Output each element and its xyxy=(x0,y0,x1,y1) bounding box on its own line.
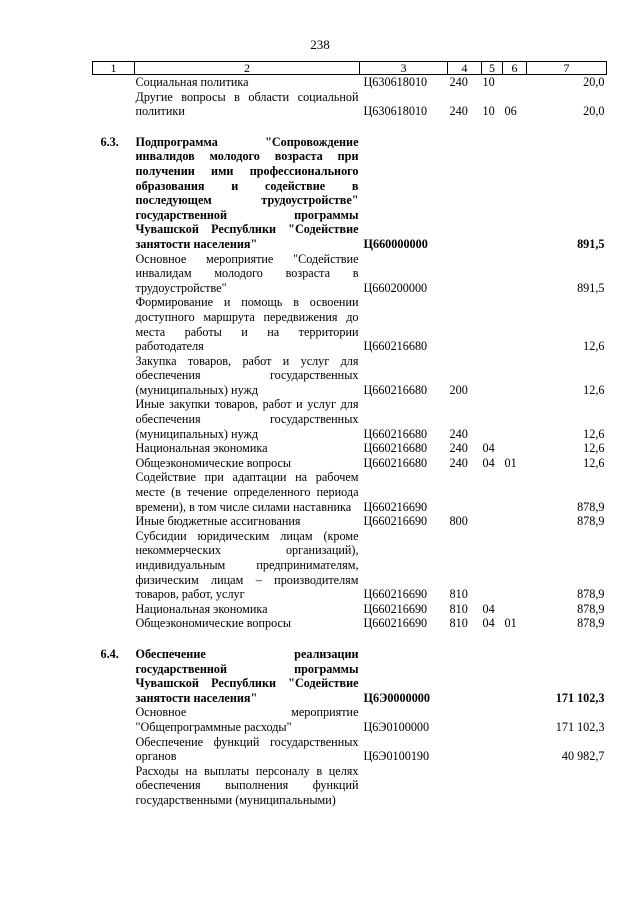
row-amount: 20,0 xyxy=(583,104,605,119)
column-header-expense-type: 4 xyxy=(448,62,482,75)
row-spacer xyxy=(93,119,607,135)
row-expense-type xyxy=(448,735,482,764)
row-expense-type xyxy=(448,470,482,514)
row-subsection xyxy=(503,705,527,734)
row-amount: 20,0 xyxy=(583,75,605,89)
row-name: Социальная политика xyxy=(135,75,249,89)
column-header-number: 1 xyxy=(93,62,135,75)
row-section xyxy=(482,252,503,296)
row-number xyxy=(93,75,135,90)
table-row xyxy=(93,456,607,471)
row-name: Формирование и помощь в освоении доступного маршрута передвижения до места работы и на территории работодателя xyxy=(135,295,359,354)
row-number xyxy=(93,470,135,514)
column-header-name: 2 xyxy=(135,62,360,75)
row-number xyxy=(93,616,135,631)
row-number: 6.4. xyxy=(100,646,119,661)
row-subsection xyxy=(503,514,527,529)
row-section xyxy=(482,735,503,764)
row-subsection xyxy=(503,354,527,398)
row-target-code: Ц630618010 xyxy=(363,104,428,119)
row-amount: 878,9 xyxy=(577,499,605,514)
table-row xyxy=(93,295,607,353)
table-row xyxy=(93,75,607,90)
row-section xyxy=(482,705,503,734)
row-number xyxy=(93,529,135,602)
row-target-code: Ц6Э0000000 xyxy=(363,690,430,705)
row-name: Общеэкономические вопросы xyxy=(135,616,292,631)
table-row xyxy=(93,354,607,398)
row-name: Основное мероприятие "Содействие инвалидам молодого возраста в трудоустройстве" xyxy=(135,251,359,295)
row-spacer xyxy=(93,631,607,647)
row-expense-type: 240 xyxy=(449,455,468,470)
page-number: 238 xyxy=(310,37,330,52)
row-subsection: 01 xyxy=(504,616,517,631)
row-expense-type xyxy=(448,135,482,252)
row-number xyxy=(93,252,135,296)
row-section xyxy=(482,514,503,529)
row-subsection xyxy=(503,735,527,764)
table-row xyxy=(93,705,607,734)
row-section xyxy=(482,470,503,514)
row-target-code: Ц660216690 xyxy=(363,601,428,616)
column-header-amount: 7 xyxy=(527,62,607,75)
row-section xyxy=(482,354,503,398)
row-amount: 12,6 xyxy=(583,455,605,470)
row-target-code: Ц660216680 xyxy=(363,426,428,441)
row-target-code: Ц660216680 xyxy=(363,455,428,470)
column-header-subsection: 6 xyxy=(503,62,527,75)
table-header xyxy=(93,62,607,75)
row-section xyxy=(482,764,503,808)
row-amount: 12,6 xyxy=(583,382,605,397)
row-number xyxy=(93,90,135,119)
table-row xyxy=(93,647,607,705)
row-target-code: Ц6Э0100000 xyxy=(363,719,430,734)
row-number xyxy=(93,735,135,764)
row-amount: 12,6 xyxy=(583,426,605,441)
row-target-code: Ц660200000 xyxy=(363,280,428,295)
row-subsection xyxy=(503,441,527,456)
row-amount: 171 102,3 xyxy=(555,690,605,705)
row-expense-type: 810 xyxy=(449,587,468,602)
row-amount: 891,5 xyxy=(577,280,605,295)
table-row xyxy=(93,514,607,529)
row-expense-type xyxy=(448,295,482,353)
row-expense-type: 200 xyxy=(449,382,468,397)
row-subsection xyxy=(503,470,527,514)
row-section: 04 xyxy=(482,455,495,470)
row-amount: 171 102,3 xyxy=(555,719,605,734)
row-subsection xyxy=(503,295,527,353)
row-target-code: Ц630618010 xyxy=(363,75,428,89)
row-number xyxy=(93,441,135,456)
column-header-section: 5 xyxy=(482,62,503,75)
row-amount: 878,9 xyxy=(577,587,605,602)
row-number xyxy=(93,295,135,353)
row-amount: 878,9 xyxy=(577,616,605,631)
row-section xyxy=(482,295,503,353)
column-header-target-code: 3 xyxy=(360,62,448,75)
row-number xyxy=(93,514,135,529)
row-section: 10 xyxy=(482,75,495,89)
row-target-code: Ц6Э0100190 xyxy=(363,749,430,764)
row-number xyxy=(93,764,135,808)
row-name: Содействие при адаптации на рабочем месте (в течение определенного периода времени), в том числе силами наставника xyxy=(135,470,359,514)
row-target-code: Ц660216680 xyxy=(363,382,428,397)
row-name: Подпрограмма "Сопровождение инвалидов молодого возраста при получении ими профессионального образования и содействие в последующем трудоустройстве" государственной программы Чувашской Республики "Содействие занятости населения" xyxy=(135,134,359,251)
row-section xyxy=(482,135,503,252)
row-amount: 878,9 xyxy=(577,601,605,616)
row-amount: 40 982,7 xyxy=(561,749,605,764)
row-target-code: Ц660216680 xyxy=(363,339,428,354)
row-name: Расходы на выплаты персоналу в целях обеспечения выполнения функций государственными (муниципальными) xyxy=(135,763,359,807)
row-name: Национальная экономика xyxy=(135,441,268,456)
row-expense-type xyxy=(448,647,482,705)
row-name: Другие вопросы в области социальной политики xyxy=(135,89,359,119)
table-row xyxy=(93,397,607,441)
row-target-code: Ц660216680 xyxy=(363,441,428,456)
row-expense-type: 810 xyxy=(449,616,468,631)
row-name: Иные бюджетные ассигнования xyxy=(135,514,301,529)
row-amount: 12,6 xyxy=(583,339,605,354)
row-section xyxy=(482,647,503,705)
row-number xyxy=(93,397,135,441)
table-row xyxy=(93,441,607,456)
row-expense-type: 800 xyxy=(449,514,468,529)
budget-table xyxy=(92,61,607,808)
row-number xyxy=(93,354,135,398)
row-name: Иные закупки товаров, работ и услуг для обеспечения государственных (муниципальных) нужд xyxy=(135,397,359,441)
row-subsection xyxy=(503,75,527,90)
row-expense-type: 240 xyxy=(449,426,468,441)
table-row xyxy=(93,90,607,119)
table-row xyxy=(93,764,607,808)
row-expense-type xyxy=(448,705,482,734)
row-target-code: Ц660216690 xyxy=(363,587,428,602)
row-number: 6.3. xyxy=(100,134,119,149)
row-subsection xyxy=(503,529,527,602)
row-expense-type: 810 xyxy=(449,601,468,616)
row-subsection: 01 xyxy=(504,455,517,470)
row-target-code xyxy=(360,764,448,808)
row-subsection xyxy=(503,252,527,296)
table-body xyxy=(93,75,607,808)
table-row xyxy=(93,529,607,602)
row-subsection xyxy=(503,647,527,705)
table-row xyxy=(93,616,607,631)
row-name: Закупка товаров, работ и услуг для обеспечения государственных (муниципальных) нужд xyxy=(135,353,359,397)
row-section xyxy=(482,529,503,602)
row-number xyxy=(93,705,135,734)
row-number xyxy=(93,456,135,471)
row-section xyxy=(482,397,503,441)
row-name: Обеспечение функций государственных органов xyxy=(135,734,359,764)
row-name: Национальная экономика xyxy=(135,601,268,616)
row-name: Субсидии юридическим лицам (кроме некоммерческих организаций), индивидуальным предпринимателям, физическим лицам – производителям товаров, работ, услуг xyxy=(135,528,359,602)
table-row xyxy=(93,135,607,252)
row-target-code: Ц660216690 xyxy=(363,514,428,529)
row-expense-type xyxy=(448,764,482,808)
row-name: Общеэкономические вопросы xyxy=(135,455,292,470)
row-section: 04 xyxy=(482,616,495,631)
row-expense-type xyxy=(448,252,482,296)
row-target-code: Ц660000000 xyxy=(363,236,428,251)
row-number xyxy=(93,602,135,617)
table-row xyxy=(93,602,607,617)
row-target-code: Ц660216690 xyxy=(363,616,428,631)
row-amount xyxy=(527,764,607,808)
row-name: Обеспечение реализации государственной программы Чувашской Республики "Содействие занятости населения" xyxy=(135,646,359,705)
row-subsection xyxy=(503,135,527,252)
row-amount: 878,9 xyxy=(577,514,605,529)
table-row xyxy=(93,252,607,296)
row-subsection xyxy=(503,397,527,441)
row-expense-type: 240 xyxy=(449,104,468,119)
row-amount: 12,6 xyxy=(583,441,605,456)
row-subsection xyxy=(503,602,527,617)
row-expense-type: 240 xyxy=(449,441,468,456)
row-expense-type: 240 xyxy=(449,75,468,89)
row-amount: 891,5 xyxy=(577,236,605,251)
row-subsection: 06 xyxy=(504,104,517,119)
row-section: 04 xyxy=(482,601,495,616)
row-subsection xyxy=(503,764,527,808)
table-row xyxy=(93,735,607,764)
row-target-code: Ц660216690 xyxy=(363,499,428,514)
row-section: 10 xyxy=(482,104,495,119)
row-section: 04 xyxy=(482,441,495,456)
table-row xyxy=(93,470,607,514)
row-name: Основное мероприятие "Общепрограммные расходы" xyxy=(135,705,359,734)
